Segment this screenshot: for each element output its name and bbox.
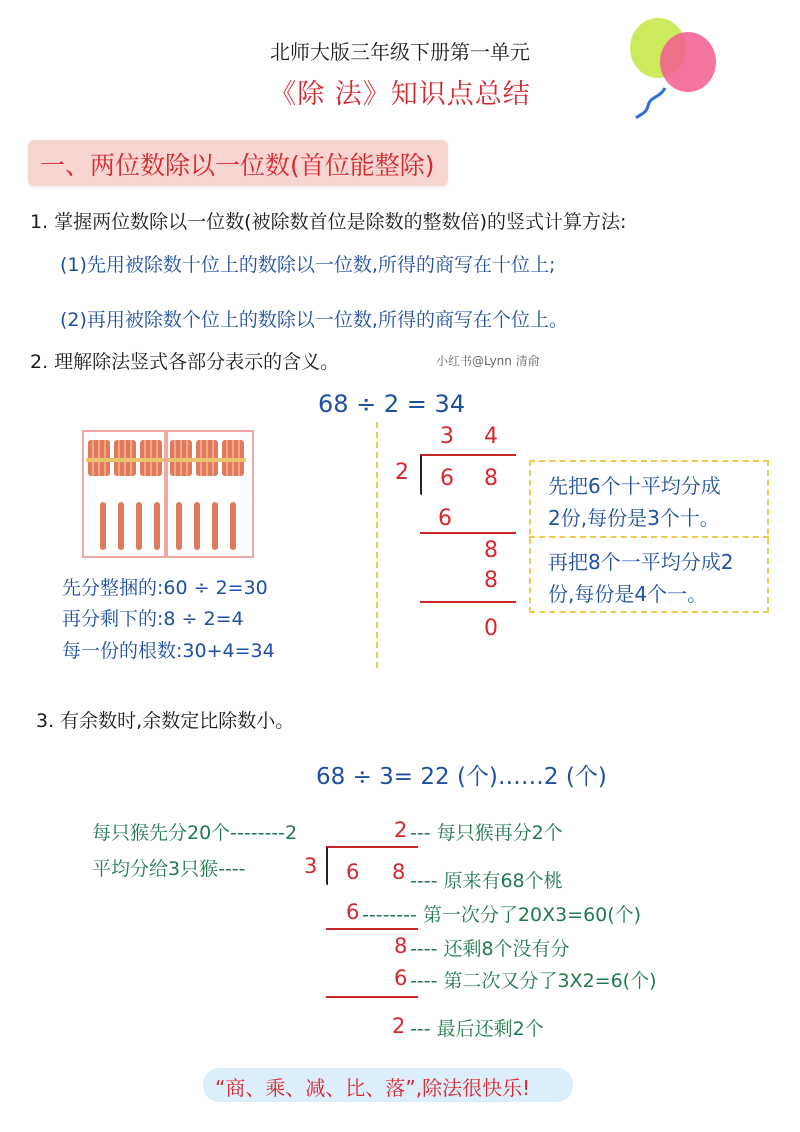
label-left2: 平均分给3只猴---- [92, 858, 246, 880]
box-note1-line2: 2份,每份是3个十。 [548, 506, 720, 530]
point3-text: 3. 有余数时,余数定比除数小。 [36, 710, 295, 732]
step-bundles: 先分整捆的:60 ÷ 2=30 [62, 577, 268, 599]
point1-step1: (1)先用被除数十位上的数除以一位数,所得的商写在十位上; [60, 254, 556, 276]
box-note1-line1: 先把6个十平均分成 [548, 474, 721, 498]
p3-division-bracket [326, 847, 328, 885]
label-right6: --- 最后还剩2个 [410, 1018, 544, 1040]
label-right4: ---- 还剩8个没有分 [410, 938, 570, 960]
label-right3: -------- 第一次分了20X3=60(个) [362, 904, 642, 926]
step-remaining: 再分剩下的:8 ÷ 2=4 [62, 608, 244, 630]
dividend-ones: 8 [484, 466, 498, 491]
divider-dash [376, 422, 378, 668]
point2-text: 2. 理解除法竖式各部分表示的含义。 [30, 351, 340, 373]
bring-down: 8 [484, 538, 498, 563]
divisor: 2 [395, 460, 409, 485]
subtract-2: 8 [484, 568, 498, 593]
p3-subtract-line-1 [326, 928, 418, 930]
p3-remainder: 2 [392, 1014, 406, 1038]
label-left1: 每只猴先分20个--------2 [92, 822, 298, 844]
box-note2-line2: 份,每份是4个一。 [548, 582, 708, 606]
p3-divisor: 3 [304, 854, 318, 878]
point3-equation: 68 ÷ 3= 22 (个)……2 (个) [316, 764, 607, 790]
point1-text: 1. 掌握两位数除以一位数(被除数首位是除数的整数倍)的竖式计算方法: [30, 211, 627, 233]
quotient-ones: 4 [484, 424, 498, 449]
explain-box-divider [529, 536, 769, 538]
footer-slogan: “商、乘、减、比、落”,除法很快乐! [215, 1076, 531, 1100]
p3-subtract-2: 6 [394, 966, 408, 990]
label-right5: ---- 第二次又分了3X2=6(个) [410, 970, 657, 992]
label-right2: ---- 原来有68个桃 [410, 870, 563, 892]
quotient-tens: 3 [440, 424, 454, 449]
doc-subtitle: 北师大版三年级下册第一单元 [270, 40, 530, 64]
label-right1: --- 每只猴再分2个 [410, 822, 563, 844]
p3-dividend-ones: 8 [392, 860, 406, 884]
point2-equation: 68 ÷ 2 = 34 [318, 390, 466, 418]
p3-subtract-1: 6 [346, 900, 360, 924]
p3-quotient-ones: 2 [394, 818, 408, 842]
division-bracket [420, 455, 422, 495]
p3-quotient-line [326, 846, 418, 848]
doc-title: 《除 法》知识点总结 [269, 79, 531, 110]
section-title: 一、两位数除以一位数(首位能整除) [40, 151, 435, 180]
quotient-line [420, 454, 516, 456]
subtract-1: 6 [438, 506, 452, 531]
point1-step2: (2)再用被除数个位上的数除以一位数,所得的商写在个位上。 [60, 309, 568, 331]
subtract-line-1 [420, 532, 516, 534]
step-total: 每一份的根数:30+4=34 [62, 640, 275, 662]
p3-bring-down: 8 [394, 934, 408, 958]
p3-subtract-line-2 [326, 996, 418, 998]
p3-dividend-tens: 6 [346, 860, 360, 884]
remainder: 0 [484, 616, 498, 641]
subtract-line-2 [420, 601, 516, 603]
box-note2-line1: 再把8个一平均分成2 [548, 550, 734, 574]
dividend-tens: 6 [440, 466, 454, 491]
watermark: 小红书@Lynn 清俞 [436, 354, 540, 368]
